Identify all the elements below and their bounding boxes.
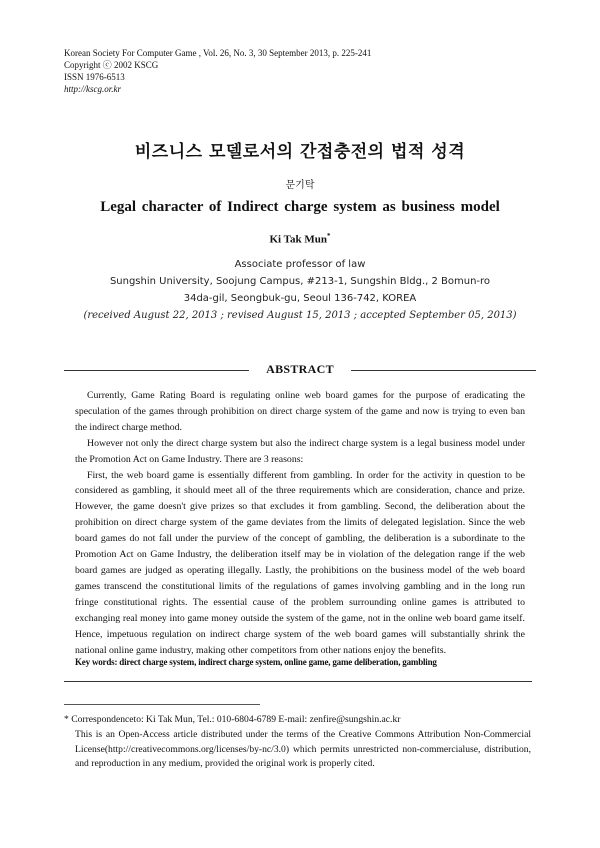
affiliation-block (60, 256, 540, 324)
submission-dates: (received August 22, 2013 ; revised August 15, 2013 ; accepted September 05, 2013) (83, 310, 517, 321)
license-note: This is an Open-Access article distributed under the terms of the Creative Commons Attribution Non-Commercial License(http://creativecommons.org/licenses/by-nc/3.0) which permits unrestricted non-commercialuse, distribution, and reproduction in any medium, provided the original work is properly cited. (75, 728, 531, 770)
correspondence-note: * Correspondenceto: Ki Tak Mun, Tel.: 010-6804-6789 E-mail: zenfire@sungshin.ac.kr (64, 714, 401, 725)
abstract-rule-right (351, 370, 536, 371)
footnote (64, 713, 531, 772)
journal-url[interactable]: http://kscg.or.kr (64, 84, 121, 94)
english-author (0, 232, 600, 246)
copyright-line: Copyright ⓒ 2002 KSCG (64, 60, 159, 70)
author-name: Ki Tak Mun (269, 233, 327, 246)
abstract-body (75, 388, 525, 658)
abstract-heading: ABSTRACT (266, 362, 334, 376)
abstract-heading-row (64, 362, 536, 378)
issn-line: ISSN 1976-6513 (64, 72, 125, 82)
correspondence-mark: * (326, 232, 331, 240)
abstract-paragraph: Currently, Game Rating Board is regulating online web board games for the purpose of eradicating the speculation of the games through prohibition on direct charge system of the game and now is trying to even ban the indirect charge method. (75, 390, 525, 433)
abstract-paragraph: First, the web board game is essentially different from gambling. In order for the activity in question to be considered as gambling, it should meet all of the three requirements which are consideration, chance and prize. However, the game doesn't give prizes so that excludes it from gambling. Second, the deliberation about the prohibition on direct charge system of the game deviates from the limits of delegated legislation. Since the web board games do not fall under the purview of the concept of gambling, the deliberation is a subordinate to the Promotion Act on Game Industry, the deliberation itself may be in violation of the delegation range if the web board games are judged as operating illegally. Lastly, the prohibitions on the business model of the web board games transcend the constitutional limits of the regulations of games involving gambling and in the long run fringe constitutional rights. The essential cause of the problem surrounding online games is attributed to exchanging real money into game money outside the system of the game, not in the online web board game itself. Hence, impetuous regulation on indirect charge system of the web board games will substantially shrink the national online game industry, making other competitors from other nations enjoy the benefits. (75, 469, 525, 656)
journal-citation-line: Korean Society For Computer Game , Vol. 26, No. 3, 30 September 2013, p. 225-241 (64, 48, 372, 58)
address-line-2: 34da-gil, Seongbuk-gu, Seoul 136-742, KOREA (183, 293, 417, 304)
abstract-end-rule (64, 681, 532, 682)
keywords: Key words: direct charge system, indirect charge system, online game, game deliberation, gambling (75, 657, 437, 667)
english-title: Legal character of Indirect charge system as business model (100, 199, 500, 215)
korean-author: 문기탁 (285, 180, 315, 191)
address-line-1: Sungshin University, Soojung Campus, #213-1, Sungshin Bldg., 2 Bomun-ro (109, 276, 491, 287)
author-position: Associate professor of law (234, 259, 366, 270)
journal-header (64, 47, 371, 95)
abstract-paragraph: However not only the direct charge system but also the indirect charge system is a legal business model under the Promotion Act on Game Industry. There are 3 reasons: (75, 437, 525, 465)
footnote-separator (64, 704, 260, 705)
korean-title: 비즈니스 모델로서의 간접충전의 법적 성격 (134, 142, 466, 162)
